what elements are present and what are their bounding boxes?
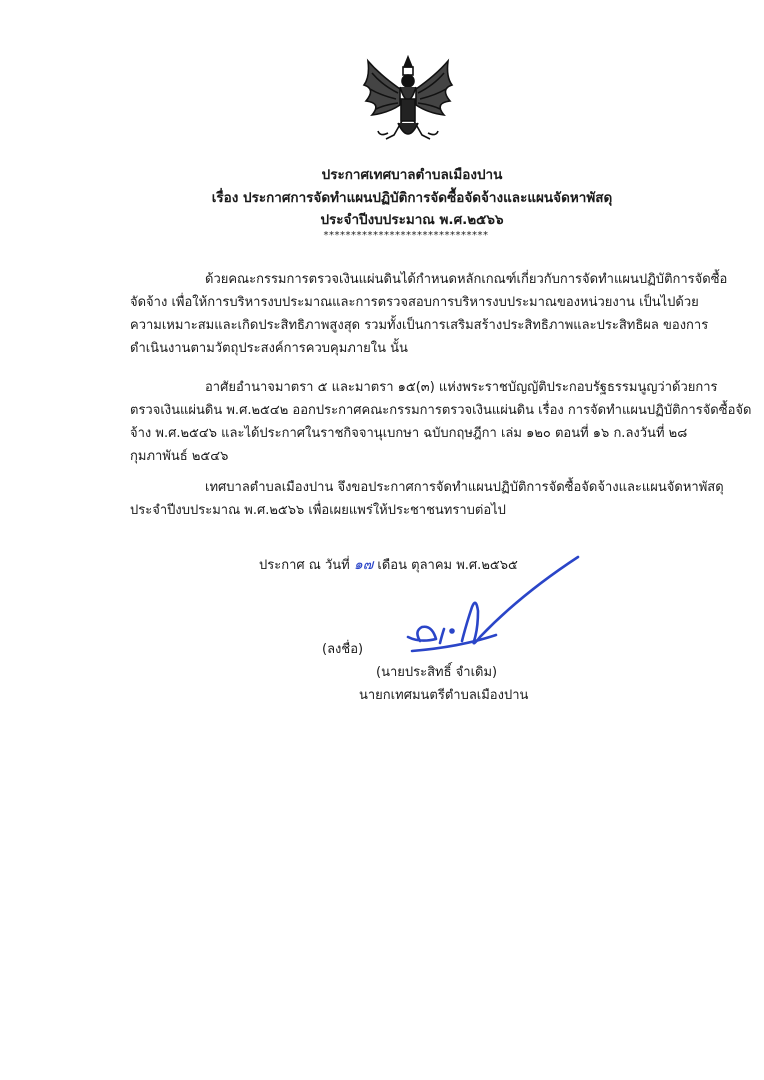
para1-line: ดำเนินงานตามวัตถุประสงค์การควบคุมภายใน นั้น (130, 341, 408, 356)
date-prefix: ประกาศ ณ วันที่ (259, 558, 354, 573)
document-fiscal-year: ประจำปีงบประมาณ พ.ศ.๒๕๖๖ (320, 212, 504, 228)
date-suffix: เดือน ตุลาคม พ.ศ.๒๕๖๕ (373, 558, 518, 573)
para2-line: กุมภาพันธ์ ๒๕๔๖ (130, 449, 229, 464)
para2-line: อาศัยอำนาจมาตรา ๕ และมาตรา ๑๕(๓) แห่งพระราชบัญญัติประกอบรัฐธรรมนูญว่าด้วยการ (205, 380, 718, 395)
para1-line: ความเหมาะสมและเกิดประสิทธิภาพสูงสุด รวมทั้งเป็นการเสริมสร้างประสิทธิภาพและประสิทธิผล ของการ (130, 318, 709, 333)
signature-label: (ลงชื่อ) (322, 642, 364, 657)
date-day: ๑๗ (353, 557, 374, 573)
separator-stars: ****************************** (323, 230, 489, 241)
para3-line: เทศบาลตำบลเมืองปาน จึงขอประกาศการจัดทำแผนปฏิบัติการจัดซื้อจัดจ้างและแผนจัดหาพัสดุ (205, 480, 724, 495)
para2-line: จ้าง พ.ศ.๒๕๔๖ และได้ประกาศในราชกิจจานุเบกษา ฉบับกฤษฎีกา เล่ม ๑๒๐ ตอนที่ ๑๖ ก.ลงวันที่ ๒๘ (130, 426, 688, 441)
garuda-emblem-icon (360, 55, 456, 147)
document-title: ประกาศเทศบาลตำบลเมืองปาน (321, 167, 503, 183)
signer-title: นายกเทศมนตรีตำบลเมืองปาน (359, 688, 529, 703)
document-subject: เรื่อง ประกาศการจัดทำแผนปฏิบัติการจัดซื้อจัดจ้างและแผนจัดหาพัสดุ (211, 190, 613, 206)
signer-name: (นายประสิทธิ์ จำเดิม) (376, 665, 498, 680)
handwritten-signature (400, 555, 580, 665)
para3-line: ประจำปีงบประมาณ พ.ศ.๒๕๖๖ เพื่อเผยแพร่ให้ประชาชนทราบต่อไป (130, 503, 506, 518)
para1-line: ด้วยคณะกรรมการตรวจเงินแผ่นดินได้กำหนดหลักเกณฑ์เกี่ยวกับการจัดทำแผนปฏิบัติการจัดซื้อ (205, 272, 728, 287)
para1-line: จัดจ้าง เพื่อให้การบริหารงบประมาณและการตรวจสอบการบริหารงบประมาณของหน่วยงาน เป็นไปด้วย (130, 295, 699, 310)
para2-line: ตรวจเงินแผ่นดิน พ.ศ.๒๕๔๒ ออกประกาศคณะกรรมการตรวจเงินแผ่นดิน เรื่อง การจัดทำแผนปฏิบัติการจัดซื้อจัด (130, 403, 752, 418)
